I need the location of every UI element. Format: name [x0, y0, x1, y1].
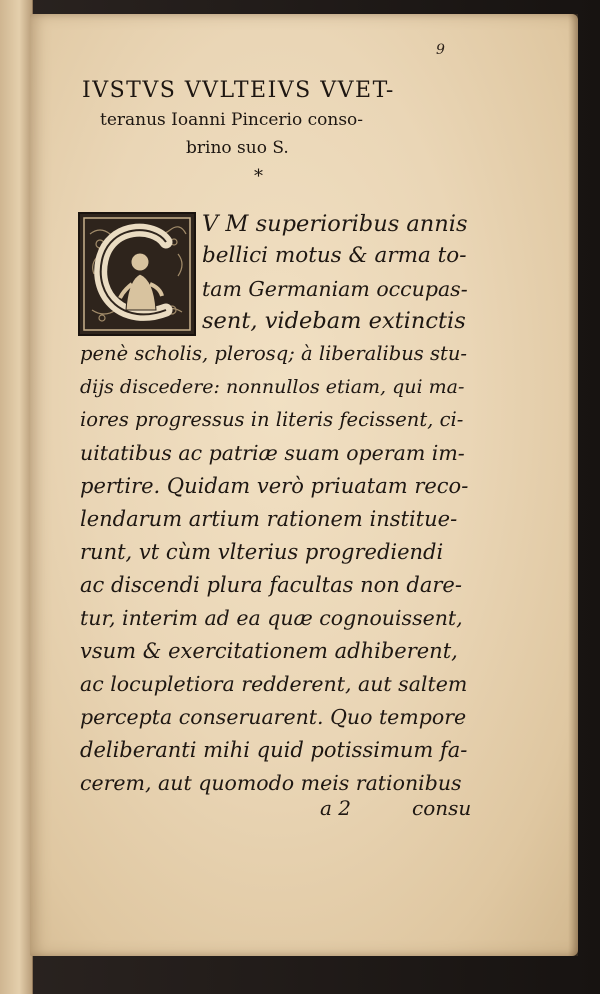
- heading-line-1: IVSTVS VVLTEIVS VVET-: [82, 78, 395, 103]
- text-line-3: tam Germaniam occupas-: [202, 277, 468, 301]
- text-line-17: deliberanti mihi quid potissimum fa-: [80, 738, 468, 762]
- folio-number: 9: [436, 42, 445, 58]
- text-line-13: tur, interim ad ea quæ cognouissent,: [80, 606, 463, 630]
- text-line-15: ac locupletiora redderent, aut saltem: [80, 672, 468, 696]
- text-line-16: percepta conseruarent. Quo tempore: [80, 705, 467, 729]
- text-line-18: cerem, aut quomodo meis rationibus: [80, 771, 462, 795]
- woodcut-initial: [78, 212, 196, 336]
- heading-line-2: teranus Ioanni Pincerio conso-: [100, 110, 364, 130]
- heading-line-3: brino suo S.: [186, 138, 289, 158]
- text-line-10: lendarum artium rationem institue-: [80, 507, 458, 531]
- woodcut-initial-art: [80, 214, 194, 334]
- text-line-14: vsum & exercitationem adhiberent,: [80, 639, 458, 663]
- text-line-6: dijs discedere: nonnullos etiam, qui ma-: [80, 376, 465, 398]
- facing-page-edge: [0, 0, 33, 994]
- catchword: consu: [412, 796, 472, 820]
- text-line-9: pertire. Quidam verò priuatam reco-: [80, 474, 469, 498]
- text-line-5: penè scholis, plerosq; à liberalibus stu-: [80, 342, 467, 365]
- text-line-8: uitatibus ac patriæ suam operam im-: [80, 441, 465, 465]
- text-line-1: V M superioribus annis: [202, 211, 468, 237]
- text-line-12: ac discendi plura facultas non dare-: [80, 573, 462, 597]
- text-line-11: runt, vt cùm vlterius progrediendi: [80, 540, 444, 564]
- text-line-7: iores progressus in literis fecissent, ci-: [80, 408, 464, 431]
- text-line-2: bellici motus & arma to-: [202, 243, 467, 268]
- signature-mark: a 2: [320, 796, 352, 820]
- text-line-4: sent, videbam extinctis: [202, 308, 466, 334]
- asterisk-ornament: *: [254, 166, 263, 187]
